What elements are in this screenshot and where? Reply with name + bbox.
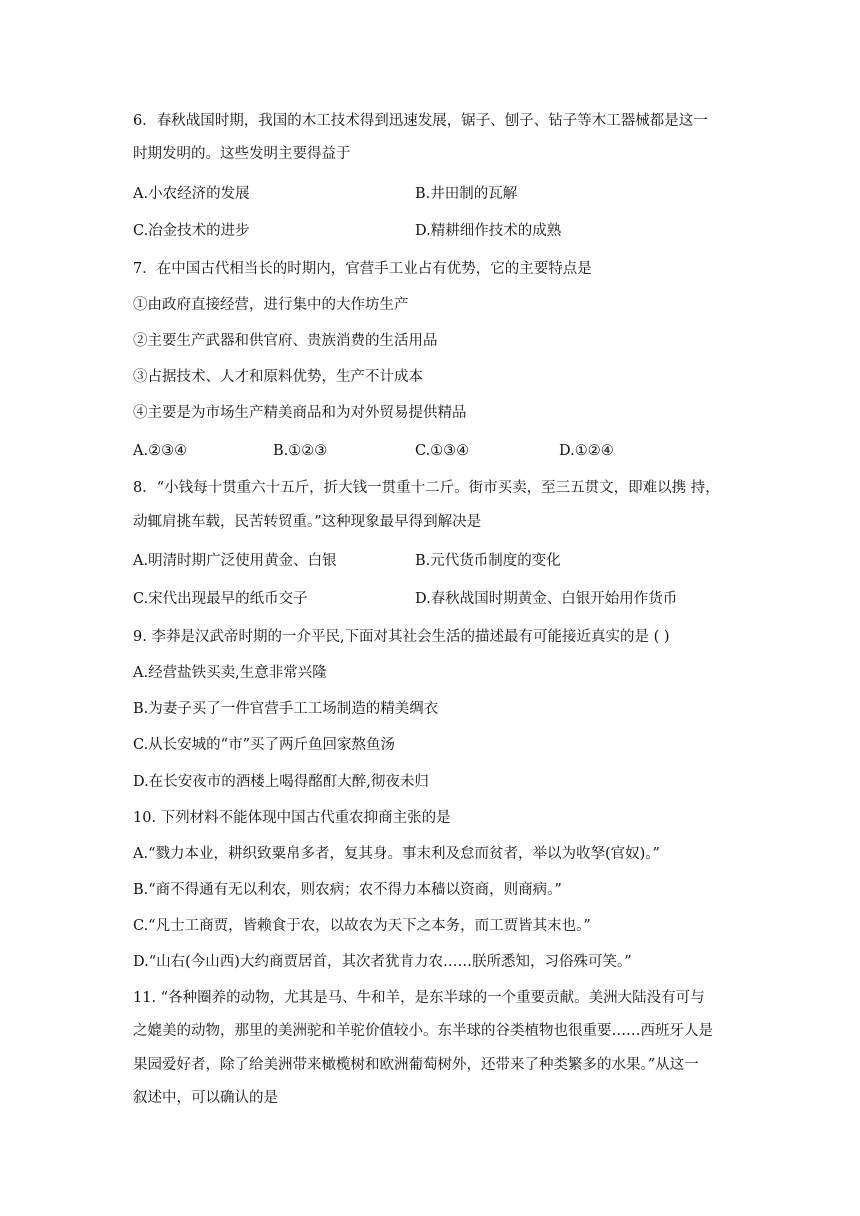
q10-option-b: B.“商不得通有无以利农，则农病；农不得力本穑以资商，则商病。” [133,882,562,898]
q8-option-d: D.春秋战国时期黄金、白银开始用作货币 [415,591,678,607]
q7-statement-1: ①由政府直接经营，进行集中的大作坊生产 [133,297,409,313]
q6-stem-line2: 时期发明的。这些发明主要得益于 [133,146,351,162]
q10-option-a: A.“戮力本业，耕织致粟帛多者，复其身。事末利及怠而贫者，举以为收孥(官奴)。” [133,846,660,862]
q9-stem: 9. 李莽是汉武帝时期的一介平民,下面对其社会生活的描述最有可能接近真实的是 ( ) [133,629,670,645]
q8-option-b: B.元代货币制度的变化 [415,553,561,569]
q7-statement-3: ③占据技术、人才和原料优势，生产不计成本 [133,369,423,385]
q7-statement-4: ④主要是为市场生产精美商品和为对外贸易提供精品 [133,405,467,421]
q6-option-c: C.冶金技术的进步 [133,223,250,239]
q11-stem-line4: 叙述中，可以确认的是 [133,1090,278,1106]
q8-option-c: C.宋代出现最早的纸币交子 [133,591,308,607]
q6-option-a: A.小农经济的发展 [133,186,250,202]
q9-option-a: A.经营盐铁买卖,生意非常兴隆 [133,665,327,681]
q8-stem-line2: 动辄肩挑车载，民苦转贸重。”这种现象最早得到解决是 [133,514,482,530]
q10-option-c: C.“凡士工商贾，皆赖食于农，以故农为天下之本务，而工贾皆其末也。” [133,918,591,934]
q10-option-d: D.“山右(今山西)大约商贾居首，其次者犹肯力农……朕所悉知，习俗殊可笑。” [133,954,632,970]
q7-option-c: C.①③④ [415,443,470,459]
q8-stem-line1: 8．“小钱每十贯重六十五斤，折大钱一贯重十二斤。街市买卖，至三五贯文，即难以携 持， [133,480,720,496]
q9-option-b: B.为妻子买了一件官营手工工场制造的精美绸衣 [133,701,439,717]
q11-stem-line3: 果园爱好者，除了给美洲带来橄榄树和欧洲葡萄树外，还带来了种类繁多的水果。”从这一 [133,1057,699,1073]
q9-option-c: C.从长安城的“市”买了两斤鱼回家熬鱼汤 [133,737,396,753]
q7-option-b: B.①②③ [273,443,328,459]
q7-option-d: D.①②④ [559,443,614,459]
q10-stem: 10. 下列材料不能体现中国古代重农抑商主张的是 [133,810,451,826]
q6-stem-line1: 6．春秋战国时期，我国的木工技术得到迅速发展，锯子、刨子、钻子等木工器械都是这一 [133,113,708,129]
q9-option-d: D.在长安夜市的酒楼上喝得酩酊大醉,彻夜未归 [133,774,429,790]
q11-stem-line2: 之媲美的动物，那里的美洲驼和羊驼价值较小。东半球的谷类植物也很重要……西班牙人是 [133,1023,713,1039]
q6-option-b: B.井田制的瓦解 [415,186,518,202]
q11-stem-line1: 11. “各种圈养的动物，尤其是马、牛和羊，是东半球的一个重要贡献。美洲大陆没有可与 [133,990,705,1006]
q7-option-a: A.②③④ [133,443,188,459]
q7-stem: 7．在中国古代相当长的时期内，官营手工业占有优势，它的主要特点是 [133,261,592,277]
q8-option-a: A.明清时期广泛使用黄金、白银 [133,553,337,569]
q6-option-d: D.精耕细作技术的成熟 [415,223,562,239]
q7-statement-2: ②主要生产武器和供官府、贵族消费的生活用品 [133,333,438,349]
